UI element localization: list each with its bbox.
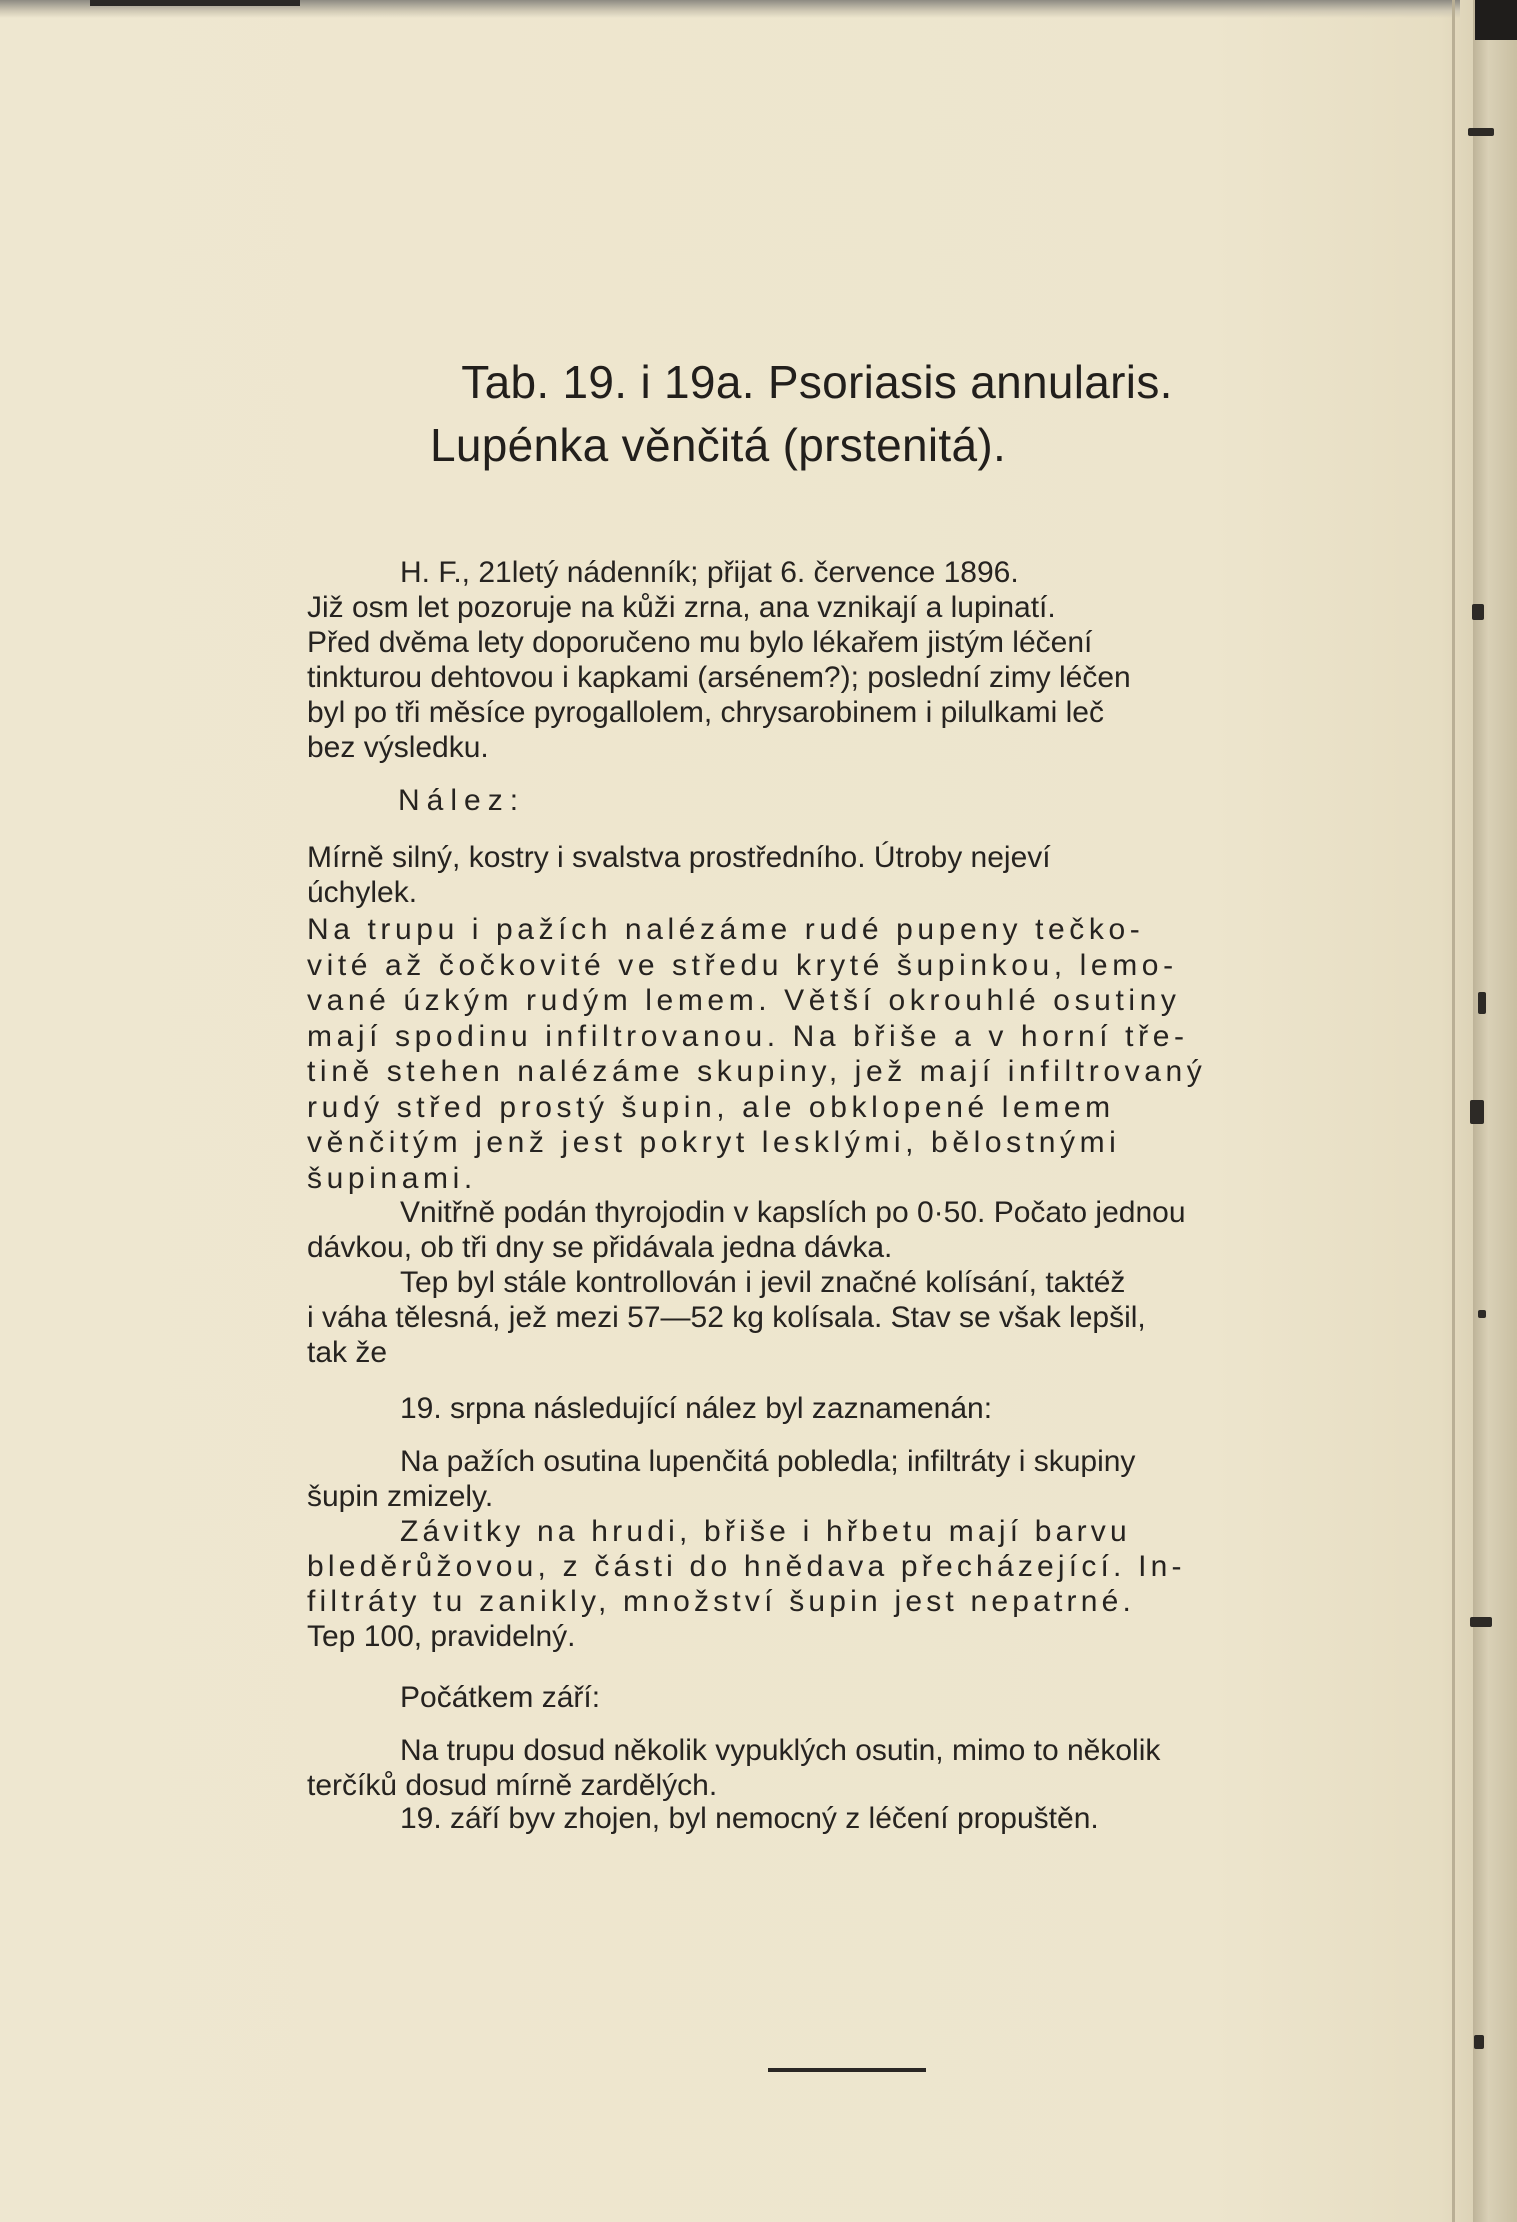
text-line bbox=[307, 1514, 1387, 1549]
text-line: mají spodinu infiltrovanou. Na břiše a v horní tře- bbox=[307, 1019, 1189, 1053]
margin-mark bbox=[1470, 1617, 1492, 1627]
treatment-paragraph bbox=[307, 1195, 1387, 1265]
text-line: Před dvěma lety doporučeno mu bylo lékařem jistým léčení bbox=[307, 626, 1093, 659]
history-paragraph bbox=[307, 590, 1387, 765]
text-line: byl po tři měsíce pyrogallolem, chrysarobinem i pilulkami leč bbox=[307, 696, 1104, 729]
text-line: tinkturou dehtovou i kapkami (arsénem?); poslední zimy léčen bbox=[307, 661, 1131, 694]
text-line: dávkou, ob tři dny se přidávala jedna dávka. bbox=[307, 1231, 893, 1264]
text-line: Tep 100, pravidelný. bbox=[307, 1620, 576, 1653]
text-line bbox=[307, 1733, 1387, 1768]
margin-mark bbox=[1478, 992, 1486, 1014]
findings-heading: Nález: bbox=[398, 784, 526, 817]
page-fold-line bbox=[1452, 0, 1455, 2222]
text-line: tak že bbox=[307, 1336, 388, 1369]
text-line bbox=[307, 1444, 1387, 1479]
august-rings bbox=[307, 1514, 1387, 1654]
text-line: i váha tělesná, jež mezi 57—52 kg kolísala. Stav se však lepšil, bbox=[307, 1301, 1146, 1334]
findings-skin bbox=[307, 912, 1387, 1196]
margin-mark bbox=[1472, 604, 1484, 620]
text-line-content: Tep byl stále kontrollován i jevil značné kolísání, taktéž bbox=[400, 1266, 1126, 1299]
text-line: vité až čočkovité ve středu kryté šupinkou, lemo- bbox=[307, 948, 1178, 982]
text-line: vané úzkým rudým lemem. Větší okrouhlé osutiny bbox=[307, 984, 1181, 1017]
august-arms bbox=[307, 1444, 1387, 1514]
margin-mark bbox=[1474, 2035, 1484, 2049]
text-line-content: Závitky na hrudi, břiše i hřbetu mají barvu bbox=[400, 1515, 1131, 1548]
text-line: tině stehen nalézáme skupiny, jež mají infiltrovaný bbox=[307, 1055, 1207, 1088]
scan-top-mark bbox=[90, 0, 300, 6]
text-line: bez výsledku. bbox=[307, 731, 489, 764]
pulse-weight-paragraph bbox=[307, 1265, 1387, 1370]
discharge-line: 19. září byv zhojen, byl nemocný z léčení propuštěn. bbox=[400, 1802, 1099, 1835]
margin-mark bbox=[1468, 128, 1494, 136]
text-line: úchylek. bbox=[307, 876, 418, 909]
text-line: filtráty tu zanikly, množství šupin jest nepatrné. bbox=[307, 1585, 1136, 1618]
text-line: šupin zmizely. bbox=[307, 1480, 494, 1513]
margin-mark bbox=[1478, 1310, 1486, 1318]
end-rule bbox=[768, 2068, 926, 2072]
case-line: H. F., 21letý nádenník; přijat 6. července 1896. bbox=[400, 556, 1019, 589]
text-line: Na trupu i pažích nalézáme rudé pupeny tečko- bbox=[307, 913, 1145, 946]
text-line: věnčitým jenž jest pokryt lesklými, bělostnými bbox=[307, 1126, 1121, 1159]
september-trunk bbox=[307, 1733, 1387, 1803]
september-heading: Počátkem září: bbox=[400, 1681, 601, 1714]
plate-title: Tab. 19. i 19a. Psoriasis annularis. bbox=[461, 356, 1173, 408]
margin-mark bbox=[1470, 1100, 1484, 1124]
text-line: terčíků dosud mírně zardělých. bbox=[307, 1769, 718, 1802]
plate-subtitle: Lupénka věnčitá (prstenitá). bbox=[429, 419, 1007, 471]
text-line: rudý střed prostý šupin, ale obklopené lemem bbox=[307, 1090, 1115, 1124]
text-line: Již osm let pozoruje na kůži zrna, ana vznikají a lupinatí. bbox=[307, 591, 1056, 624]
august-heading: 19. srpna následující nález byl zaznamenán: bbox=[400, 1392, 993, 1425]
text-line: bleděrůžovou, z části do hnědava přecházející. In- bbox=[307, 1550, 1186, 1583]
text-line: šupinami. bbox=[307, 1161, 477, 1195]
text-line bbox=[307, 1195, 1387, 1230]
text-line bbox=[307, 1265, 1387, 1300]
scan-corner-mark bbox=[1475, 0, 1517, 40]
findings-general bbox=[307, 840, 1387, 910]
text-line: Mírně silný, kostry i svalstva prostředního. Útroby nejeví bbox=[307, 841, 1051, 874]
text-line-content: Vnitřně podán thyrojodin v kapslích po 0·50. Počato jednou bbox=[400, 1196, 1186, 1229]
text-line-content: Na trupu dosud několik vypuklých osutin, mimo to několik bbox=[400, 1734, 1161, 1767]
text-line-content: Na pažích osutina lupenčitá pobledla; infiltráty i skupiny bbox=[400, 1445, 1136, 1478]
